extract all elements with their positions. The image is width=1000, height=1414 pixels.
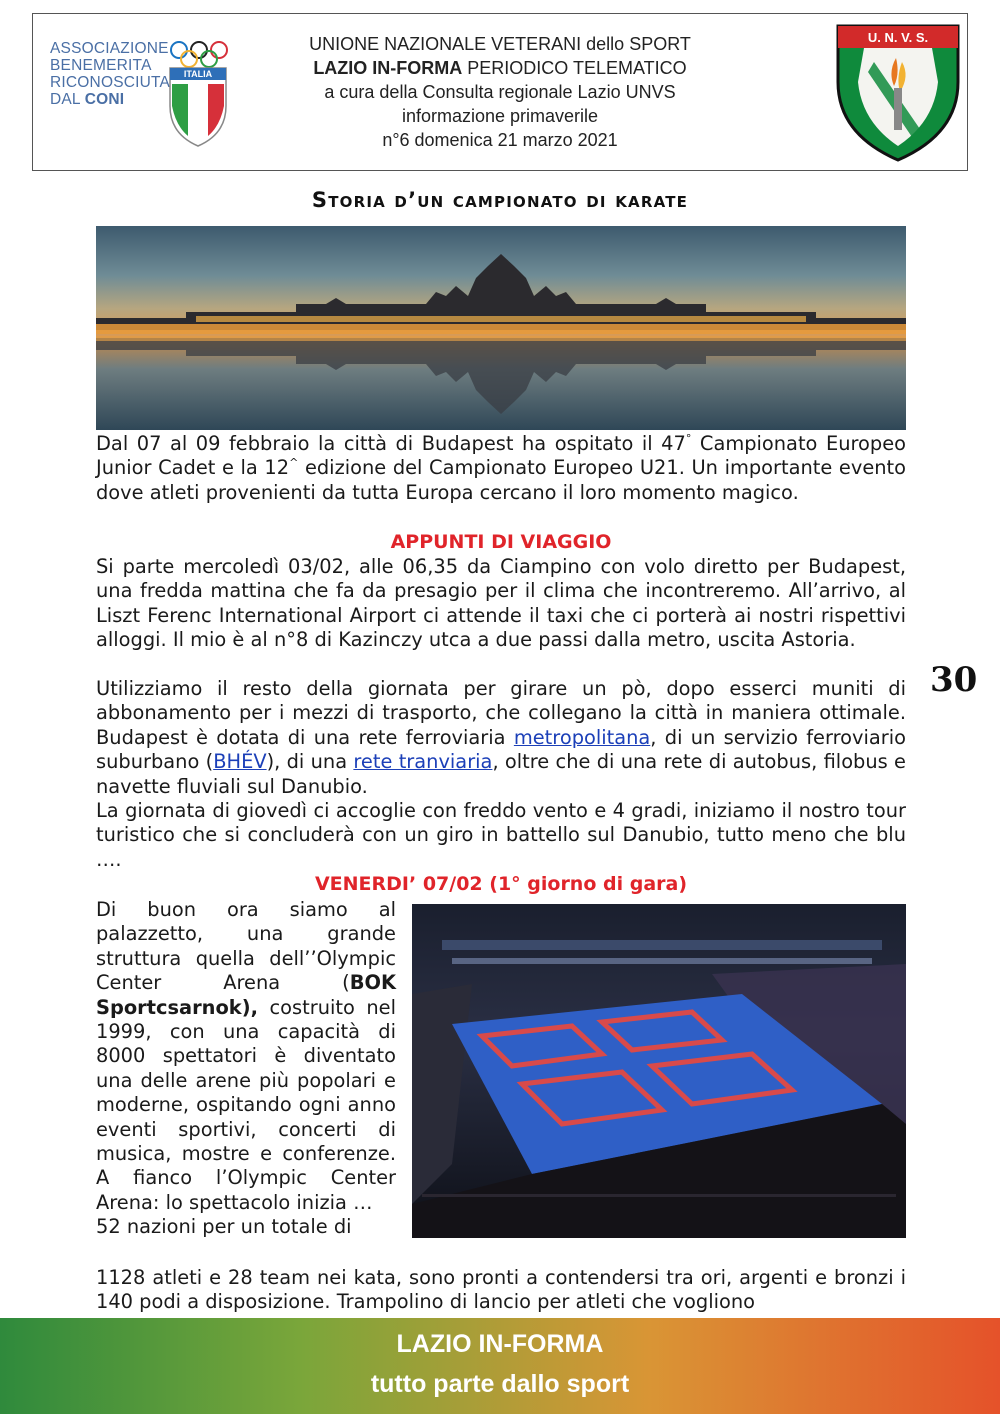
footer-title: LAZIO IN-FORMA: [396, 1330, 604, 1358]
coni-line-3: RICONOSCIUTA: [50, 74, 171, 91]
travel-paragraph-1: Si parte mercoledì 03/02, alle 06,35 da Ciampino con volo diretto per Budapest, una fredda mattina che fa da presagio per il clima che incontreremo. All’arrivo, al Liszt Ferenc International Airport ci attende il taxi che ci porterà ai nostri rispettivi alloggi. Il mio è al n°8 di Kazinczy utca a due passi dalla metro, uscita Astoria.: [96, 555, 906, 652]
unvs-shield-logo: [834, 22, 962, 164]
svg-text:U. N. V. S.: U. N. V. S.: [867, 30, 929, 45]
section-title-appunti: APPUNTI DI VIAGGIO: [390, 531, 612, 553]
coni-logo-text: [50, 40, 172, 108]
arena-paragraph: Di buon ora siamo al palazzetto, una grande struttura quella dell’’Olympic Center Arena (BOK Sportcsarnok), costruito nel 1999, con una capacità di 8000 spettatori è diventato una delle arene più popolari e moderne, ospitando ogni anno eventi sportivi, concerti di musica, mostre e conferenze. A fianco l’Olympic Center Arena: lo spettacolo inizia … 52 nazioni per un totale di: [96, 898, 396, 1239]
masthead-line-1: UNIONE NAZIONALE VETERANI dello SPORT: [309, 34, 691, 54]
coni-line-1: ASSOCIAZIONE: [50, 40, 169, 57]
karate-arena-photo: [412, 904, 906, 1238]
link-metropolitana[interactable]: metropolitana: [513, 725, 651, 749]
athletes-paragraph: 1128 atleti e 28 team nei kata, sono pronti a contendersi tra ori, argenti e bronzi i 140 podi a disposizione. Trampolino di lancio per atleti che vogliono: [96, 1266, 906, 1314]
masthead-line-2: LAZIO IN-FORMA PERIODICO TELEMATICO: [313, 58, 687, 78]
article-title: Storia d’un campionato di karate: [311, 188, 689, 212]
masthead-line-4: informazione primaverile: [401, 106, 599, 126]
masthead-text: [240, 32, 760, 152]
section-title-venerdi: VENERDI’ 07/02 (1° giorno di gara): [314, 873, 688, 895]
masthead-line-5: n°6 domenica 21 marzo 2021: [382, 130, 618, 150]
italia-shield-icon: [168, 66, 228, 148]
travel-paragraph-3: La giornata di giovedì ci accoglie con freddo vento e 4 gradi, iniziamo il nostro tour turistico che si concluderà con un giro in battello sul Danubio, tutto meno che blu ….: [96, 799, 906, 871]
coni-line-4: DAL CONI: [50, 91, 125, 108]
travel-paragraph-2: Utilizziamo il resto della giornata per girare un pò, dopo esserci muniti di abbonamento per i mezzi di trasporto, che collegano la città in maniera ottimale. Budapest è dotata di una rete ferroviaria metropolitana, di un servizio ferroviario suburbano (BHÉV), di una rete tranviaria, oltre che di una rete di autobus, filobus e navette fluviali sul Danubio.: [96, 677, 906, 798]
link-rete-tranviaria[interactable]: rete tranviaria: [353, 750, 493, 774]
masthead-line-3: a cura della Consulta regionale Lazio UNVS: [324, 82, 676, 102]
budapest-parliament-photo: [96, 226, 906, 430]
footer-tagline: tutto parte dallo sport: [370, 1370, 630, 1398]
link-bhev[interactable]: BHÉV: [213, 750, 267, 774]
svg-text:ITALIA: ITALIA: [183, 69, 213, 79]
page-number: 30: [930, 660, 978, 700]
coni-line-2: BENEMERITA: [50, 57, 152, 74]
intro-paragraph: Dal 07 al 09 febbraio la città di Budapest ha ospitato il 47° Campionato Europeo Junior Cadet e la 12^ edizione del Campionato Europeo U21. Un importante evento dove atleti provenienti da tutta Europa cercano il loro momento magico.: [96, 432, 907, 504]
footer-banner: [0, 1318, 1000, 1414]
